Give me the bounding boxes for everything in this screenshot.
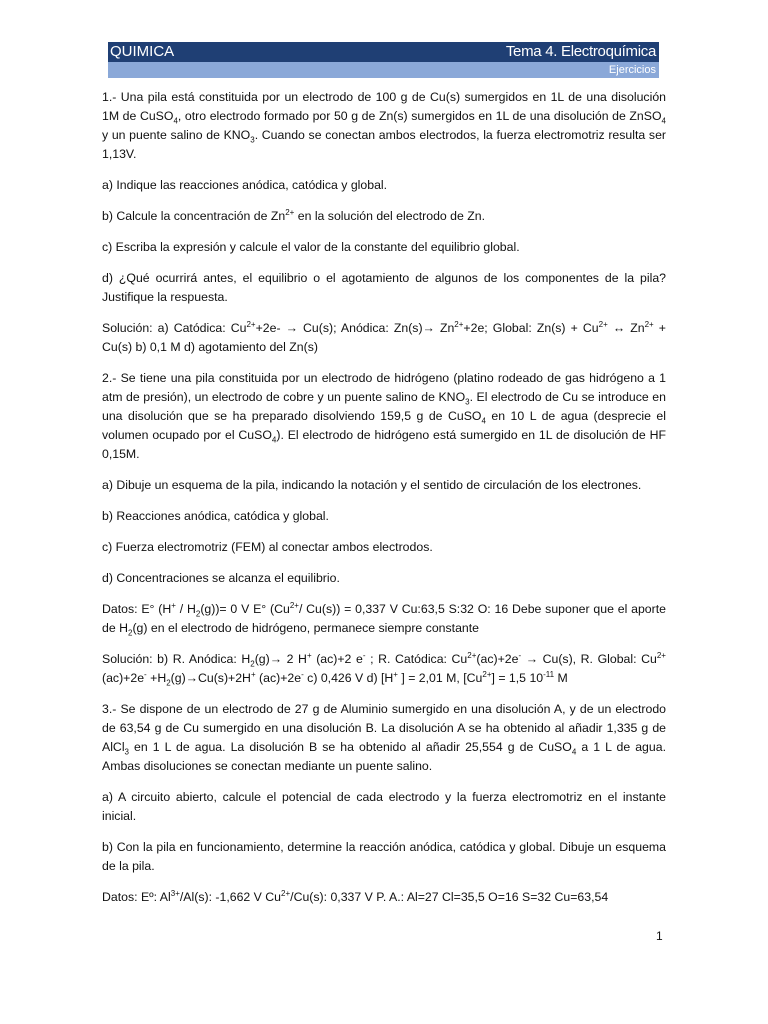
exercise-1-part-b: b) Calcule la concentración de $Zn^{2+}$ en la solución del electrodo de Zn.	[102, 207, 486, 223]
section-bar	[108, 62, 659, 78]
exercise-2-statement: 2.- Se tiene una pila constituida por un electrodo de hidrógeno (platino rodeado de gas hidrógeno a 1 atm de presión), un electrodo de cobre y un puente salino de $KNO_3$. El electrodo de Cu se introduce en una disolución que se ha preparado disolviendo 159,5 g de CuSO$_4$ en 10 L de agua (desprecie el volumen ocupado por el CuSO$_4$). El electrodo de hidrógeno está sumergido en 1L de disolución de HF 0,15M.	[102, 371, 667, 461]
exercise-3-data: Datos: Eº: $Al^{3+}/Al(s)$: -1,662 V $Cu^{2+}/Cu(s)$: 0,337 V P. A.: Al=27 Cl=35,5 O=16 S=32 Cu=63,54	[102, 888, 609, 904]
header-bar	[108, 42, 659, 62]
exercise-2-part-d: d) Concentraciones se alcanza el equilibrio.	[102, 571, 340, 585]
exercise-2-part-a: a) Dibuje un esquema de la pila, indicando la notación y el sentido de circulación de los electrones.	[102, 478, 642, 492]
topic-title: Tema 4. Electroquímica	[505, 43, 656, 60]
section-label: Ejercicios	[608, 64, 656, 76]
exercise-2-part-b: b) Reacciones anódica, catódica y global.	[102, 509, 329, 523]
exercise-3-statement: 3.- Se dispone de un electrodo de 27 g de Aluminio sumergido en una disolución A, y de un electrodo de 63,54 g de Cu sumergido en una disolución B. La disolución A se ha obtenido al añadir 1,335 g de AlCl$_3$ en 1 L de agua. La disolución B se ha obtenido al añadir 25,554 g de CuSO$_4$ a 1 L de agua. Ambas disoluciones se conectan mediante un puente salino.	[102, 702, 666, 773]
page-number: 1	[656, 929, 663, 943]
exercise-1-part-d: d) ¿Qué ocurrirá antes, el equilibrio o el agotamiento de algunos de los componentes de la pila? Justifique la respuesta.	[102, 271, 666, 304]
subject-title: QUIMICA	[110, 43, 175, 60]
exercise-1-part-a: a) Indique las reacciones anódica, catódica y global.	[102, 178, 388, 192]
document-body	[102, 88, 666, 919]
exercise-3-part-a: a) A circuito abierto, calcule el potencial de cada electrodo y la fuerza electromotriz en el instante inicial.	[102, 790, 666, 823]
exercise-1-statement: 1.- Una pila está constituida por un electrodo de 100 g de Cu(s) sumergidos en 1L de una disolución 1M de CuSO$_4$, otro electrodo formado por 50 g de Zn(s) sumergidos en 1L de una disolución de ZnSO$_4$ y un puente salino de $KNO_3$. Cuando se conectan ambos electrodos, la fuerza electromotriz resulta ser 1,13V.	[102, 90, 667, 161]
exercise-1-part-c: c) Escriba la expresión y calcule el valor de la constante del equilibrio global.	[102, 240, 520, 254]
exercise-1-solution: Solución: a) Catódica: $Cu^{2+}+2e- \to Cu(s)$; Anódica: $Zn(s)\to Zn^{2+}+2e$; Global: $Zn(s) + Cu^{2+}$ ↔ $Zn^{2+} + Cu(s)$ b) 0,1 M d) agotamiento del Zn(s)	[102, 319, 666, 354]
exercise-2-part-c: c) Fuerza electromotriz (FEM) al conectar ambos electrodos.	[102, 540, 433, 554]
exercise-2-solution: Solución: b) R. Anódica: $H_2(g)\to 2$ H+ (ac)+2 e- ; R. Catódica: $Cu^{2+}(ac)+2e^- \to Cu(s)$, R. Global: $Cu^{2+}(ac)+2e^- +H_2(g)\to Cu(s)+2H^+$ (ac)+2e- c) 0,426 V d) [H+ ] = 2,01 M, $[Cu^{2+}] = 1,5$ $10^{-11}$ M	[102, 650, 666, 688]
exercise-3-part-b: b) Con la pila en funcionamiento, determine la reacción anódica, catódica y global. Dibuje un esquema de la pila.	[102, 840, 666, 873]
exercise-2-data: Datos: E° $(H^+ / H_2(g))= 0$ V E° ($Cu^{2+}/$ Cu(s)) = 0,337 V Cu:63,5 S:32 O: 16 Debe suponer que el aporte de $H_2(g)$ en el electrodo de hidrógeno, permanece siempre constante	[102, 600, 666, 638]
